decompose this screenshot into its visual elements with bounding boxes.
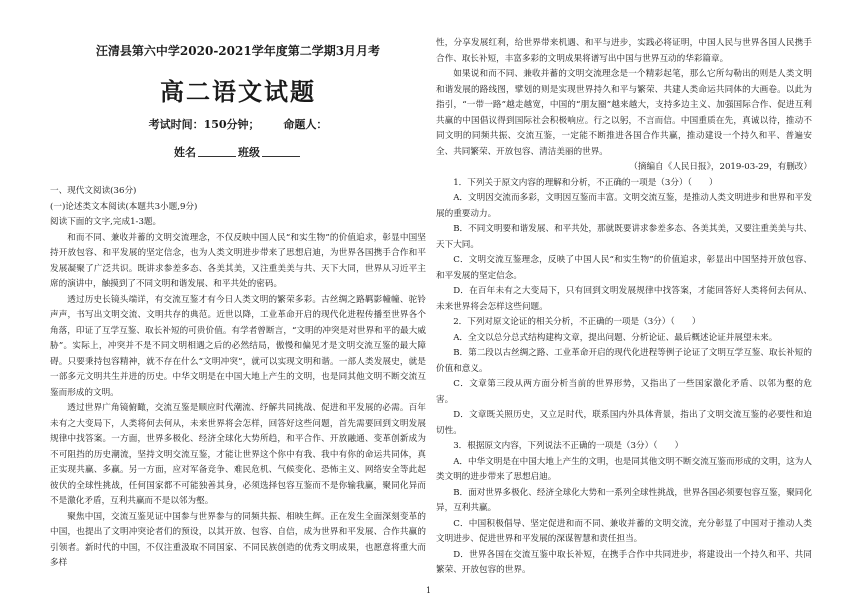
question-1-option-c: C．文明交流互鉴理念，反映了中国人民“和实生物”的价值追求，彰显出中国坚持开放包容、和平发展的坚定信念。 <box>436 255 812 281</box>
question-2-option-b: B．第二段以古丝绸之路、工业革命开启的现代化进程等例子论证了文明互学互鉴、取长补短的价值和意义。 <box>436 348 812 374</box>
exam-author: 命题人： <box>283 118 328 131</box>
passage-paragraph-5: 如果说和而不同、兼收并蓄的文明交流理念是一个精彩起笔，那么它所勾勒出的则是人类文明和谐发展的路线图，擘划的则是实现世界持久和平与繁荣、共建人类命运共同体的大画卷。以此为指引，“一带一路”越走越宽，中国的“朋友圈”越来越大，支持多边主义、加强国际合作、促进互利共赢的中国倡议得到国际社会积极响应。行之以躬，不言而信。中国重质在先，真诚以待，推动不同文明的同频共振、交流互鉴，一定能不断推进各国合作共赢，推动建设一个持久和平、普遍安全、共同繁荣、开放包容、清洁美丽的世界。 <box>436 69 812 157</box>
exam-info <box>50 118 426 132</box>
exam-title: 汪清县第六中学2020-2021学年度第二学期3月月考 <box>95 44 381 58</box>
instruction: 阅读下面的文字,完成1-3题。 <box>50 217 162 227</box>
question-1-option-a: A．文明因交流而多彩，文明因互鉴而丰富。文明交流互鉴，是推动人类文明进步和世界和平发展的重要动力。 <box>436 193 812 219</box>
question-3-option-c: C．中国积极倡导、坚定促进和而不同、兼收并蓄的文明交流，充分彰显了中国对于推动人类文明进步、促进世界和平发展的深谋智慧和责任担当。 <box>436 518 812 544</box>
right-column <box>436 0 812 579</box>
name-label: 姓名 <box>174 146 196 159</box>
question-3: 3．根据原文内容，下列说法不正确的一项是（3分）（ ） <box>453 441 684 451</box>
question-2-option-d: D．文章既关照历史，又立足时代，联系国内外具体背景，指出了文明交流互鉴的必要性和迫切性。 <box>436 410 812 436</box>
passage-paragraph-3: 透过世界广角镜俯瞰，交流互鉴是顺应时代潮流、纾解共同挑战、促进和平发展的必需。百年未有之大变局下，人类将何去何从，未来世界将会怎样，回答好这些问题，首先需要回到文明发展规律中找答案。一方面，世界多极化、经济全球化大势所趋，和平合作、开放融通、变革创新成为不可阻挡的历史潮流，坚持文明交流互鉴，才能让世界这个你中有我、我中有你的命运共同体，真正实现共赢、多赢。另一方面，应对军备竞争、难民危机、气候变化、恐怖主义、网络安全等此起彼伏的全球性挑战，任何国家都不可能独善其身，必须选择包容互鉴而不是你输我赢，聚同化异而不是激化矛盾，互利共赢而不是以邻为壑。 <box>50 403 426 506</box>
class-label: 班级 <box>238 146 260 159</box>
exam-time: 考试时间：150分钟； <box>148 118 260 131</box>
name-blank <box>198 146 236 157</box>
question-1-option-d: D．在百年未有之大变局下，只有回到文明发展规律中找答案，才能回答好人类将何去何从、未来世界将会怎样这些问题。 <box>436 286 812 312</box>
source-citation: （摘编自《人民日报》，2019-03-29，有删改） <box>629 162 812 172</box>
passage-paragraph-2: 透过历史长镜头端详，有交流互鉴才有今日人类文明的繁荣多彩。古丝绸之路羁影幢幢、驼铃声声，书写出文明交流、文明共存的典范。近世以降，工业革命开启的现代化进程传播至世界各个角落，印证了互学互鉴、取长补短的可贵价值。有学者曾断言，“文明的冲突是对世界和平的最大威胁”。实际上，冲突并不是不同文明相遇之后的必然结局，傲慢和偏见才是文明交流互鉴的最大障碍。只要秉持包容精神，就不存在什么“文明冲突”，就可以实现文明和谐。一部人类发展史，就是一部多元文明共生并进的历史。中华文明是在中国大地上产生的文明，也是同其他文明不断交流互鉴而形成的文明。 <box>50 294 426 398</box>
passage-paragraph-4: 聚焦中国，交流互鉴见证中国参与世界参与的同频共振、相映生辉。正在发生全面深刻变革的中国，也提出了文明冲突论者们的预设，以其开放、包容、自信，成为世界和平发展、合作共赢的引领者。新时代的中国，不仅注重汲取不同国家、不同民族创造的优秀文明成果，也愿意将重大而多样 <box>50 511 426 568</box>
left-column <box>50 0 426 572</box>
question-3-option-d: D．世界各国在交流互鉴中取长补短，在携手合作中共同进步，将建设出一个持久和平、共同繁荣、开放包容的世界。 <box>436 549 812 575</box>
question-1-option-b: B．不同文明要和谐发展、和平共处，那就既要讲求参差多态、各美其美，又要注重美美与共、天下大同。 <box>436 224 812 250</box>
question-2-option-c: C．文章第三段从两方面分析当前的世界形势，又指出了一些国家激化矛盾、以邻为壑的危害。 <box>436 379 812 405</box>
section-heading: 一、现代文阅读(36分) <box>50 186 137 196</box>
question-3-option-a: A．中华文明是在中国大地上产生的文明，也是同其他文明不断交流互鉴而形成的文明，这为人类文明的进步带来了思想启迪。 <box>436 456 812 482</box>
passage-paragraph-1: 和而不同、兼收并蓄的文明交流理念，不仅反映中国人民“和实生物”的价值追求，彰显中国坚持开放包容、和平发展的坚定信念，也为人类文明进步带来了思想启迪，为世界各国携手合作和平发展凝聚了广泛共识。既讲求参差多态、各美其美，又注重美美与共、天下大同，世界从习近平主席的演讲中，触摸到了不同文明和谐发展、和平共处的密码。 <box>50 232 426 289</box>
name-class-line <box>50 146 426 160</box>
question-2-option-a: A．全文以总分总式结构建构文章，提出问题、分析论证、最后概述论证并展望未来。 <box>453 332 778 343</box>
main-title: 高二语文试题 <box>160 77 316 106</box>
class-blank <box>262 146 300 157</box>
page-number: 1 <box>426 586 432 595</box>
question-1: 1．下列关于原文内容的理解和分析，不正确的一项是（3分）（ ） <box>453 177 718 188</box>
passage-paragraph-4-continued: 性，分享发展红利，给世界带来机遇、和平与进步，实践必将证明，中国人民与世界各国人民携手合作、取长补短，丰富多彩的文明成果将谱写出中国与世界互动的华彩篇章。 <box>436 38 812 64</box>
subsection-heading: (一)论述类文本阅读(本题共3小题,9分) <box>50 201 198 212</box>
question-2: 2．下列对原文论证的相关分析，不正确的一项是（3分）（ ） <box>453 317 701 327</box>
question-3-option-b: B．面对世界多极化、经济全球化大势和一系列全球性挑战，世界各国必须要包容互鉴，聚同化异，互利共赢。 <box>436 487 812 513</box>
